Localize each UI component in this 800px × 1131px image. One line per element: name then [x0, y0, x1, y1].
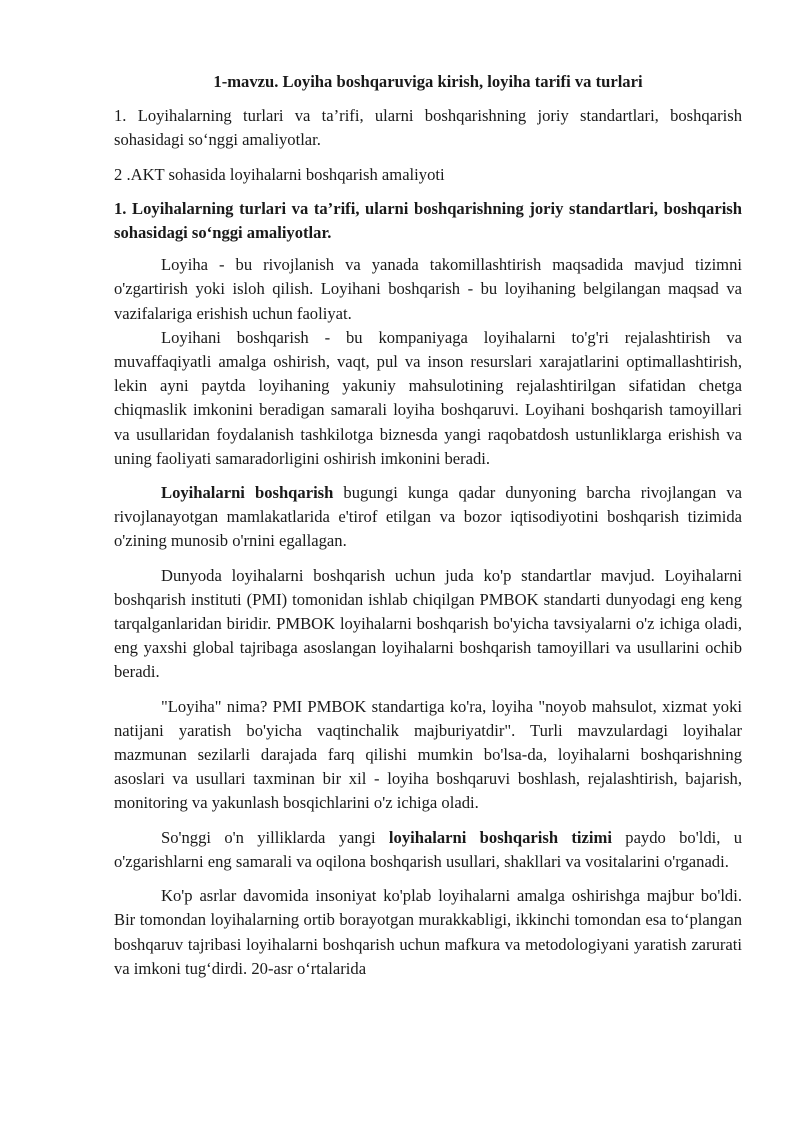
paragraph-4: Dunyoda loyihalarni boshqarish uchun juda ko'p standartlar mavjud. Loyihalarni boshqarish instituti (PMI) tomonidan ishlab chiqilgan PMBOK standarti dunyodagi eng keng tarqalganlaridan biridir. PMBOK loyihalarni boshqarish bo'yicha tavsiyalarni o'z ichiga oladi, eng yaxshi global tajribaga asoslangan loyihalarni boshqarish tamoyillari va usullarini ochib beradi.	[114, 565, 742, 682]
paragraph-6-bold: loyihalarni boshqarish tizimi	[388, 827, 612, 847]
paragraph-6-text: paydo bo'ldi, u o'zgarishlarni eng samarali va oqilona boshqarish usullari, shakllari va vositalarini o'rganadi.	[114, 827, 742, 871]
paragraph-6-start: So'nggi o'n yilliklarda yangi	[161, 827, 389, 847]
paragraph-6	[114, 826, 742, 874]
toc-item-2: 2 .AKT sohasida loyihalarni boshqarish amaliyoti	[114, 164, 445, 184]
paragraph-3	[114, 481, 742, 554]
toc-item-1: 1. Loyihalarning turlari va ta’rifi, ularni boshqarishning joriy standartlari, boshqarish sohasidagi so‘nggi amaliyotlar.	[114, 106, 742, 150]
paragraph-3-text: bugungi kunga qadar dunyoning barcha rivojlangan va rivojlanayotgan mamlakatlarida e'tirof etilgan va bozor iqtisodiyotini boshqarish tizimida o'zining munosib o'rnini egallagan.	[114, 483, 742, 551]
paragraph-7: Ko'p asrlar davomida insoniyat ko'plab loyihalarni amalga oshirishga majbur bo'ldi. Bir tomondan loyihalarning ortib borayotgan murakkabligi, ikkinchi tomondan esa to‘plangan boshqaruv tajribasi loyihalarni boshqarish uchun mafkura va metodologiyani yaratish zarurati va imkoni tug‘dirdi. 20-asr o‘rtalarida	[114, 886, 742, 978]
paragraph-3-bold: Loyihalarni boshqarish	[161, 483, 334, 503]
paragraph-2: Loyihani boshqarish - bu kompaniyaga loyihalarni to'g'ri rejalashtirish va muvaffaqiyatli amalga oshirish, vaqt, pul va inson resurslari xarajatlarini optimallashtirish, lekin ayni paytda loyihaning yakuniy mahsulotining rejalashtirilgan sifatidan chetga chiqmaslik imkonini beradigan samarali loyiha boshqaruvi. Loyihani boshqarish tamoyillari va usullaridan foydalanish tashkilotga biznesda yangi raqobatdosh ustunliklarga erishish va uning faoliyati samaradorligini oshirish imkonini beradi.	[114, 327, 742, 468]
section-heading: 1. Loyihalarning turlari va ta’rifi, ularni boshqarishning joriy standartlari, boshqarish sohasidagi so‘nggi amaliyotlar.	[114, 198, 742, 243]
document-page	[114, 70, 742, 981]
paragraph-5: "Loyiha" nima? PMI PMBOK standartiga ko'ra, loyiha "noyob mahsulot, xizmat yoki natijani yaratish bo'yicha vaqtinchalik majburiyatdir". Turli mavzulardagi loyihalar mazmunan sezilarli darajada farq qilishi mumkin bo'lsa-da, loyihalarni boshqarishning asoslari va usullari taxminan bir xil - loyiha boshqaruvi boshlash, rejalashtirish, bajarish, monitoring va yakunlash bosqichlarini o'z ichiga oladi.	[114, 696, 742, 813]
paragraph-1: Loyiha - bu rivojlanish va yanada takomillashtirish maqsadida mavjud tizimni o'zgartirish yoki isloh qilish. Loyihani boshqarish - bu loyihaning belgilangan maqsad va vazifalariga erishish uchun faoliyat.	[114, 255, 742, 323]
document-title: 1-mavzu. Loyiha boshqaruviga kirish, loyiha tarifi va turlari	[213, 72, 643, 91]
